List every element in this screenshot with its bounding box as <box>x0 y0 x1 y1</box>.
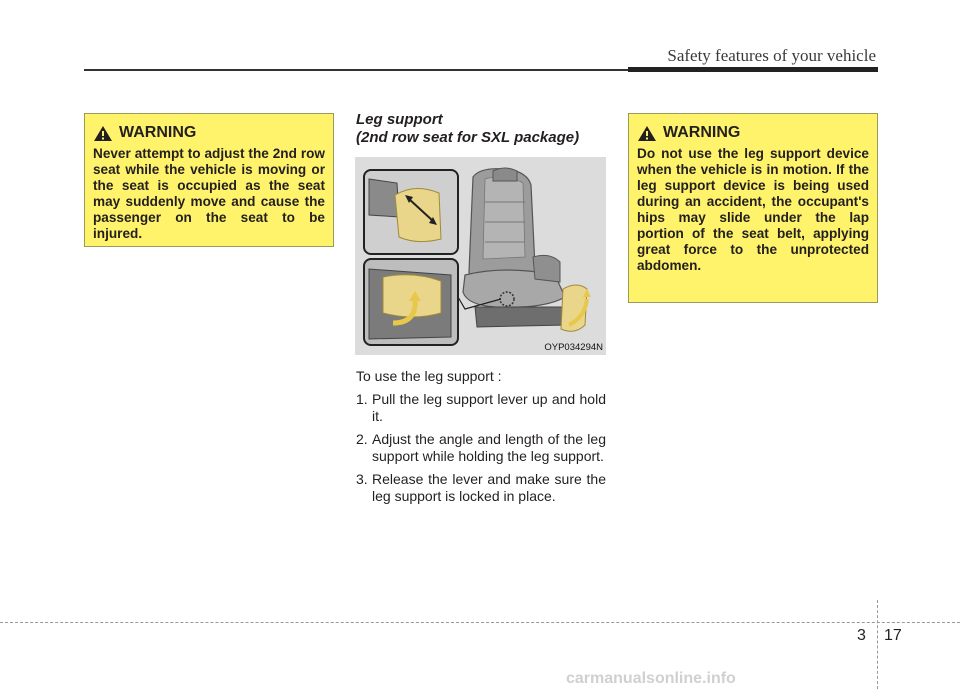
footer-rule <box>0 622 960 623</box>
instruction-step <box>356 431 606 465</box>
running-header-title: Safety features of your vehicle <box>667 46 876 65</box>
step-number: 1. <box>356 391 368 407</box>
step-number: 2. <box>356 431 368 447</box>
watermark: carmanualsonline.info <box>566 670 736 687</box>
section-title <box>356 111 579 147</box>
warning-triangle-icon <box>93 125 113 142</box>
step-text: Pull the leg support lever up and hold it. <box>372 391 606 424</box>
warning-heading: WARNING <box>119 124 197 141</box>
section-title-line1: Leg support <box>356 111 443 128</box>
step-text: Adjust the angle and length of the leg support while holding the leg support. <box>372 431 606 464</box>
step-text: Release the lever and make sure the leg support is locked in place. <box>372 471 606 504</box>
page-number: 17 <box>884 627 902 644</box>
step-number: 3. <box>356 471 368 487</box>
section-title-line2: (2nd row seat for SXL package) <box>356 129 580 146</box>
figure-code: OYP034294N <box>544 342 603 353</box>
header-rule-accent <box>628 67 878 72</box>
footer-divider <box>877 600 878 689</box>
instructions-intro: To use the leg support : <box>356 368 502 384</box>
warning-text: Do not use the leg support device when the vehicle is in motion. If the leg support device is being used during an accident, the occupant's hips may slide under the lap portion of the seat belt, applying great force to the unprotected abdomen. <box>637 146 869 273</box>
instruction-step <box>356 471 606 505</box>
instructions <box>356 368 606 511</box>
instruction-step <box>356 391 606 425</box>
seat-illustration <box>355 157 606 355</box>
warning-text: Never attempt to adjust the 2nd row seat while the vehicle is moving or the seat is occupied as the seat may suddenly move and cause the passenger on the seat to be injured. <box>93 146 325 241</box>
chapter-number: 3 <box>857 627 866 644</box>
warning-box-right <box>628 113 878 303</box>
warning-triangle-icon <box>637 125 657 142</box>
warning-box-left <box>84 113 334 247</box>
warning-heading: WARNING <box>663 124 741 141</box>
leg-support-figure <box>355 157 606 355</box>
